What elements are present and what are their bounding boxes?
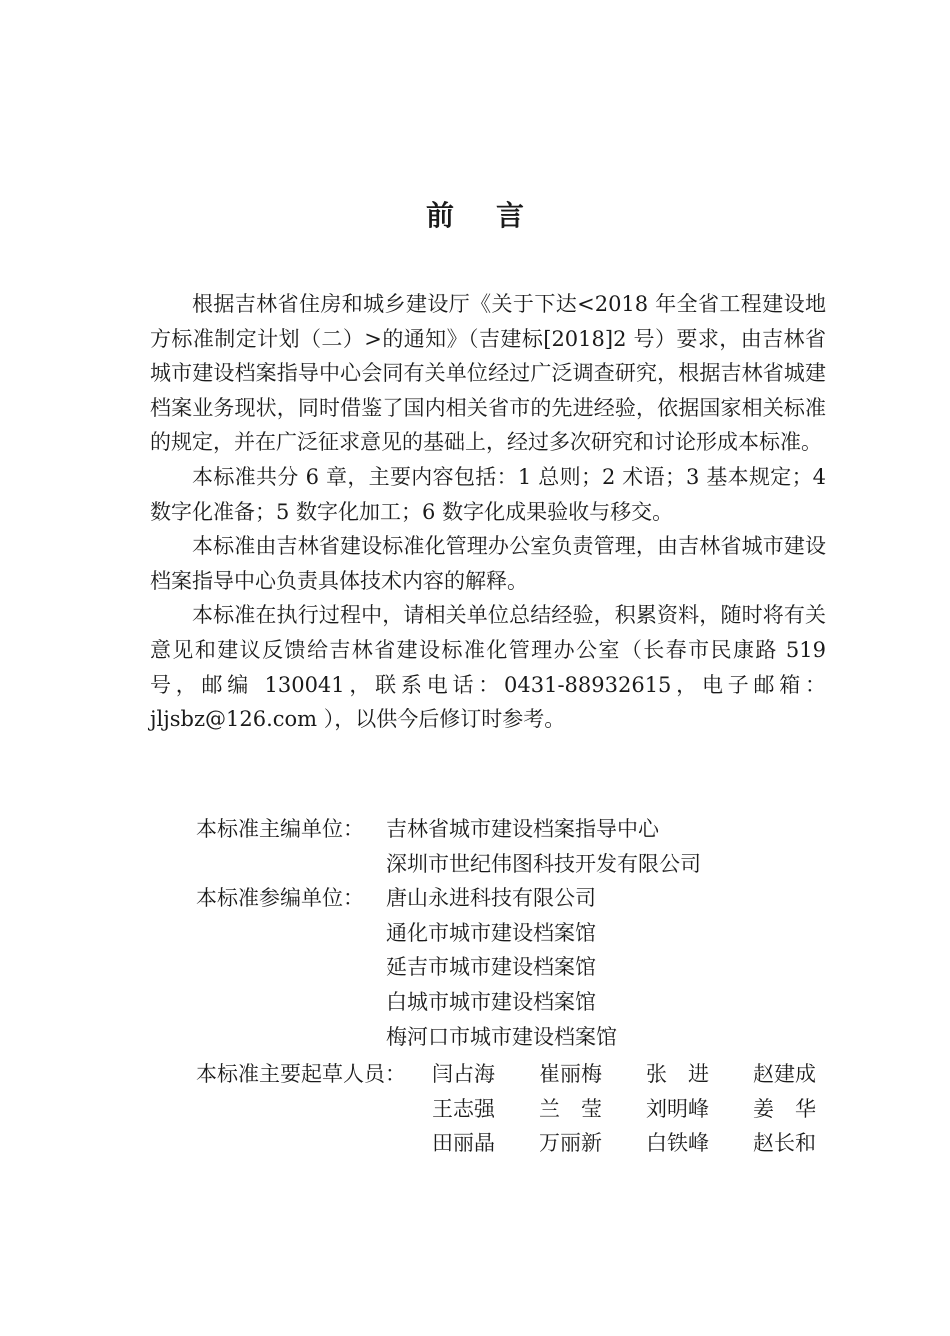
unit-item: 深圳市世纪伟图科技开发有限公司 xyxy=(386,851,701,876)
participating-units-label: 本标准参编单位： xyxy=(196,886,364,911)
drafter-name: 王志强 xyxy=(432,1096,495,1121)
title-char-left: 前 xyxy=(425,199,454,232)
paragraph-background: 根据吉林省住房和城乡建设厅《关于下达<2018 年全省工程建设地方标准制定计划（二）>的通知》（吉建标[2018]2 号）要求，由吉林省城市建设档案指导中心会同有关单位经过广泛调查研究，根据吉林省城建档案业务现状，同时借鉴了国内相关省市的先进经验，依据国家相关标准的规定，并在广泛征求意见的基础上，经过多次研究和讨论形成本标准。 xyxy=(150,292,826,455)
drafter-name: 赵长和 xyxy=(753,1131,816,1156)
drafter-name: 赵建成 xyxy=(753,1062,816,1086)
chief-units-label: 本标准主编单位： xyxy=(196,817,364,841)
drafter-name: 姜 华 xyxy=(753,1096,816,1121)
drafters-section xyxy=(196,1057,836,1161)
chief-units-list xyxy=(386,812,701,881)
participating-units xyxy=(196,881,836,1054)
drafter-name: 崔丽梅 xyxy=(539,1062,602,1086)
drafter-name: 兰 莹 xyxy=(539,1096,602,1121)
unit-item: 通化市城市建设档案馆 xyxy=(386,920,596,945)
unit-item: 梅河口市城市建设档案馆 xyxy=(386,1024,617,1049)
participating-units-list xyxy=(386,881,617,1054)
drafter-name: 闫占海 xyxy=(432,1062,495,1086)
paragraph-management: 本标准由吉林省建设标准化管理办公室负责管理，由吉林省城市建设档案指导中心负责具体技术内容的解释。 xyxy=(150,534,826,593)
preface-body xyxy=(150,287,826,737)
drafters-names xyxy=(432,1057,833,1161)
drafters-label: 本标准主要起草人员： xyxy=(196,1062,406,1086)
unit-item: 延吉市城市建设档案馆 xyxy=(386,955,596,980)
drafter-name: 刘明峰 xyxy=(646,1096,709,1121)
drafter-name: 万丽新 xyxy=(539,1131,602,1156)
unit-item: 唐山永进科技有限公司 xyxy=(386,886,596,911)
drafters-block xyxy=(196,1057,836,1161)
paragraph-contents: 本标准共分 6 章，主要内容包括：1 总则；2 术语；3 基本规定；4 数字化准备；5 数字化加工；6 数字化成果验收与移交。 xyxy=(150,464,826,524)
drafter-name: 白铁峰 xyxy=(646,1131,709,1156)
units-section xyxy=(196,812,836,1054)
paragraph-feedback: 本标准在执行过程中，请相关单位总结经验，积累资料，随时将有关意见和建议反馈给吉林省建设标准化管理办公室（长春市民康路 519 号，邮编 130041，联系电话：0431-88932615，电子邮箱：jljsbz@126.com ），以供今后修订时参考。 xyxy=(150,603,826,732)
title-char-right: 言 xyxy=(496,199,525,232)
drafter-name: 田丽晶 xyxy=(432,1131,495,1156)
chief-units xyxy=(196,812,836,881)
page-title xyxy=(0,196,950,236)
unit-item: 白城市城市建设档案馆 xyxy=(386,989,596,1014)
drafter-name: 张 进 xyxy=(646,1062,709,1086)
unit-item: 吉林省城市建设档案指导中心 xyxy=(386,817,659,841)
